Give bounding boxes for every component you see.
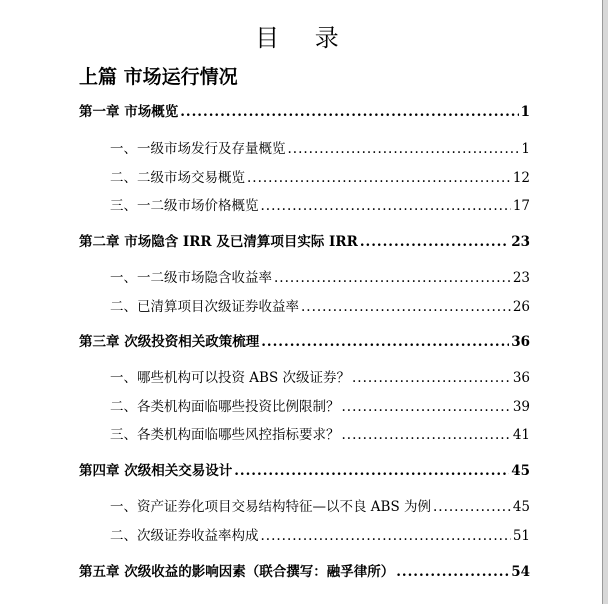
toc-entry-label: 二、已清算项目次级证券收益率 bbox=[110, 299, 299, 315]
toc-chapter[interactable] bbox=[79, 333, 530, 351]
page-edge-line bbox=[602, 0, 603, 604]
toc-page-number: 41 bbox=[512, 427, 530, 443]
toc-page-number: 1 bbox=[520, 104, 530, 120]
toc-leader-dots bbox=[301, 298, 511, 316]
toc-leader-dots bbox=[234, 462, 509, 480]
toc-section[interactable] bbox=[110, 298, 530, 316]
toc-entry-label: 二、二级市场交易概览 bbox=[110, 170, 245, 186]
toc-section[interactable] bbox=[110, 269, 530, 287]
document-title: 目 录 bbox=[255, 24, 353, 52]
toc-page-number: 36 bbox=[511, 334, 530, 350]
toc-leader-dots bbox=[342, 398, 511, 416]
toc-entry-label: 二、次级证券收益率构成 bbox=[110, 528, 259, 544]
toc-page-number: 51 bbox=[512, 528, 530, 544]
toc-page-number: 45 bbox=[512, 499, 530, 515]
toc-section[interactable] bbox=[110, 140, 530, 158]
toc-leader-dots bbox=[433, 498, 511, 516]
toc-section[interactable] bbox=[110, 527, 530, 545]
toc-entry-label: 一、资产证券化项目交易结构特征—以不良 ABS 为例 bbox=[110, 499, 432, 515]
toc-section[interactable] bbox=[110, 169, 530, 187]
toc-entry-label: 一、一二级市场隐含收益率 bbox=[110, 270, 272, 286]
toc-section[interactable] bbox=[110, 398, 530, 416]
toc-page-number: 39 bbox=[512, 399, 530, 415]
page-edge bbox=[603, 0, 608, 604]
toc-leader-dots bbox=[261, 333, 509, 351]
toc-chapter[interactable] bbox=[79, 563, 530, 581]
toc-page-number: 23 bbox=[512, 270, 530, 286]
toc-entry-label: 一、一级市场发行及存量概览 bbox=[110, 141, 286, 157]
toc-leader-dots bbox=[274, 269, 511, 287]
toc-page-number: 17 bbox=[512, 198, 530, 214]
toc-entry-label: 三、各类机构面临哪些风控指标要求？ bbox=[110, 427, 340, 443]
part-title: 上篇 市场运行情况 bbox=[79, 66, 238, 88]
toc-page-number: 36 bbox=[512, 370, 530, 386]
toc-entry-label: 二、各类机构面临哪些投资比例限制？ bbox=[110, 399, 340, 415]
toc-section[interactable] bbox=[110, 197, 530, 215]
toc-chapter[interactable] bbox=[79, 103, 530, 121]
toc-entry-label: 第四章 次级相关交易设计 bbox=[79, 463, 233, 479]
toc-leader-dots bbox=[261, 527, 511, 545]
toc-section[interactable] bbox=[110, 369, 530, 387]
toc-entry-label: 三、一二级市场价格概览 bbox=[110, 198, 259, 214]
toc-chapter[interactable] bbox=[79, 233, 530, 251]
toc-chapter[interactable] bbox=[79, 462, 530, 480]
toc-leader-dots bbox=[247, 169, 511, 187]
toc-leader-dots bbox=[261, 197, 511, 215]
toc-page-number: 45 bbox=[511, 463, 530, 479]
toc-entry-label: 第二章 市场隐含 IRR 及已清算项目实际 IRR bbox=[79, 234, 358, 250]
toc-leader-dots bbox=[352, 369, 511, 387]
toc-page-number: 1 bbox=[521, 141, 530, 157]
toc-page-number: 54 bbox=[511, 564, 530, 580]
toc-leader-dots bbox=[342, 426, 511, 444]
toc-leader-dots bbox=[180, 103, 518, 121]
toc-entry-label: 第三章 次级投资相关政策梳理 bbox=[79, 334, 260, 350]
toc-leader-dots bbox=[396, 563, 509, 581]
toc-section[interactable] bbox=[110, 498, 530, 516]
toc-entry-label: 第一章 市场概览 bbox=[79, 104, 179, 120]
toc-entry-label: 第五章 次级收益的影响因素（联合撰写：融孚律所） bbox=[79, 564, 395, 580]
toc-page-number: 12 bbox=[512, 170, 530, 186]
toc-leader-dots bbox=[360, 233, 509, 251]
toc-page-number: 26 bbox=[512, 299, 530, 315]
toc-leader-dots bbox=[288, 140, 520, 158]
toc-entry-label: 一、哪些机构可以投资 ABS 次级证券？ bbox=[110, 370, 351, 386]
toc-section[interactable] bbox=[110, 426, 530, 444]
toc-page-number: 23 bbox=[511, 234, 530, 250]
